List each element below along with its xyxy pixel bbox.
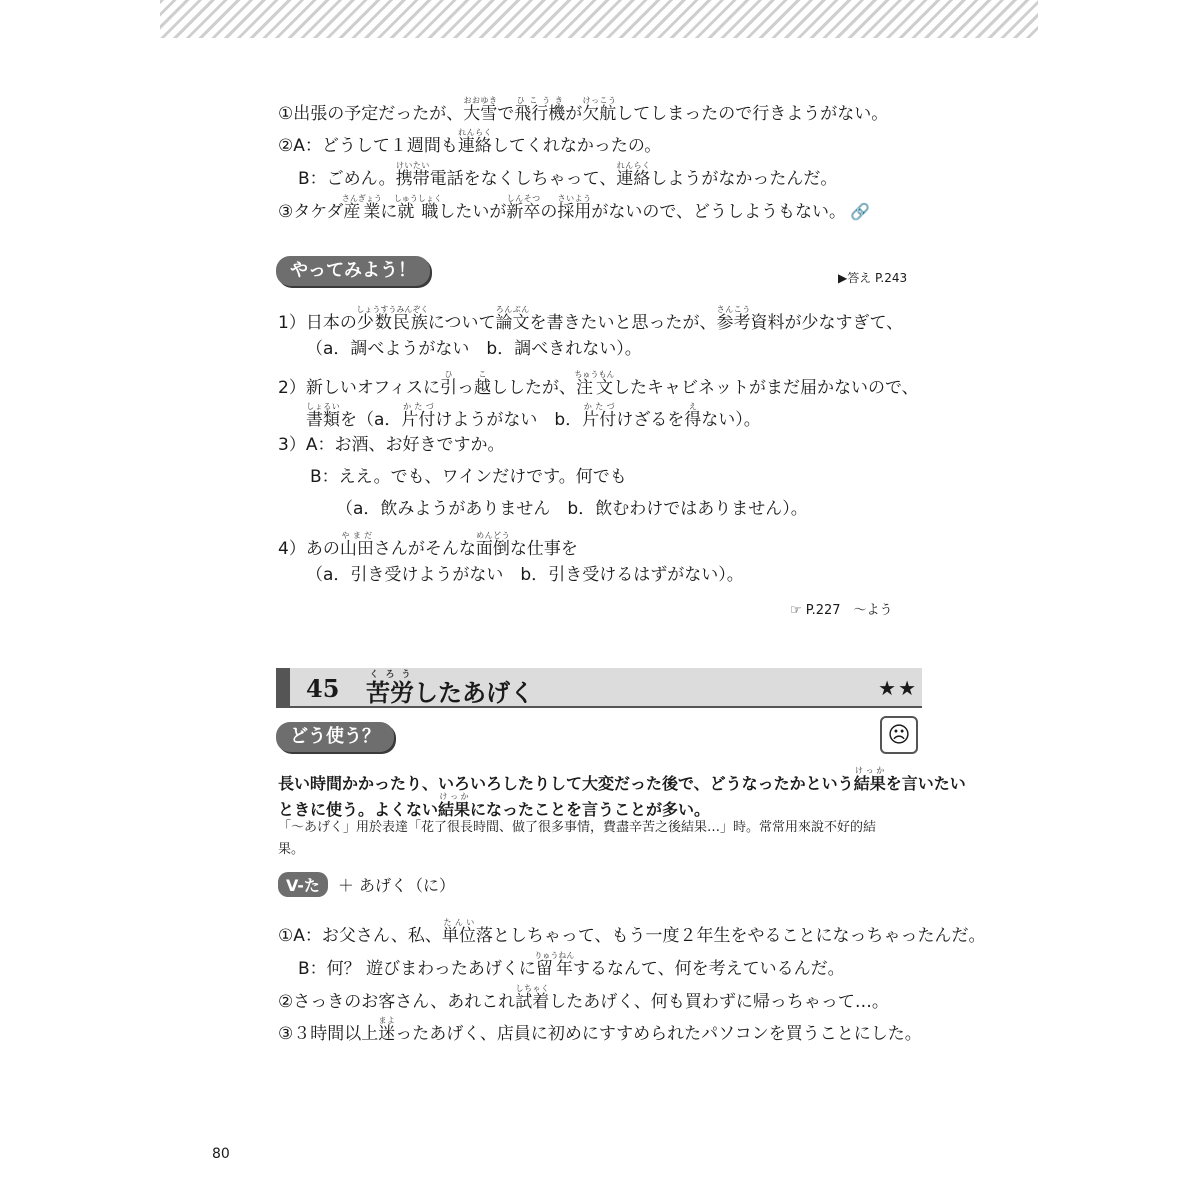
- practice-item-4: 4）あの山田やまださんがそんな面倒めんどうな仕事を: [278, 531, 578, 559]
- example-45-2: ②さっきのお客さん、あれこれ試着しちゃくしたあげく、何も買わずに帰っちゃって…。: [278, 984, 889, 1012]
- example-top-3: ③タケダ産業さんぎょうに就職しゅうしょくしたいが新卒しんそつの採用さいようがないので、どうしようもない。 🔗: [278, 194, 870, 222]
- pointing-hand-icon: ☞: [790, 603, 806, 618]
- practice-item-2: 2）新しいオフィスに引ひっ越こししたが、注文ちゅうもんしたキャビネットがまだ届かないので、: [278, 370, 919, 398]
- practice-item-4-choices: （a．引き受けようがない b．引き受けるはずがない）。: [306, 565, 744, 585]
- practice-item-3b: B：ええ。でも、ワインだけです。何でも: [310, 467, 627, 487]
- practice-item-3-choices: （a．飲みようがありません b．飲むわけではありません）。: [336, 499, 808, 519]
- header-stripe-band: [160, 0, 1038, 38]
- form-rest: ＋ あげく（に）: [337, 876, 455, 895]
- section-header: [276, 668, 922, 708]
- note-line-1: 「～あげく」用於表達「花了很長時間、做了很多事情，費盡辛苦之後結果…」時。常常用來說不好的結: [278, 820, 877, 835]
- practice-item-3a: 3）A：お酒、お好きですか。: [278, 435, 505, 455]
- description-line-1: 長い時間かかったり、いろいろしたりして大変だった後で、どうなったかという結果けっかを言いたい: [278, 766, 966, 793]
- practice-item-2-choices: 書類しょるいを（a．片付かたづけようがない b．片付かたづけざるを得えない）。: [306, 402, 761, 430]
- example-45-1a: ①A：お父さん、私、単位たんい落としちゃって、もう一度２年生をやることになっちゃったんだ。: [278, 918, 986, 946]
- description-line-2: ときに使う。よくない結果けっかになったことを言うことが多い。: [278, 792, 711, 819]
- answer-reference: ▶答え P.243: [838, 271, 908, 285]
- page-number: 80: [212, 1146, 230, 1162]
- example-top-2b: B：ごめん。携帯けいたい電話をなくしちゃって、連絡れんらくしようがなかったんだ。: [298, 161, 838, 189]
- note-line-2: 果。: [278, 842, 305, 857]
- section-number: 45: [306, 674, 340, 703]
- grammar-form: [278, 872, 455, 897]
- example-top-1: ①出張の予定だったが、大雪おおゆきで飛行機ひこうきが欠航けっこうしてしまったので行きようがない。: [278, 96, 889, 124]
- practice-item-1-choices: （a．調べようがない b．調べきれない）。: [306, 339, 642, 359]
- example-45-3: ③３時間以上迷まよったあげく、店員に初めにすすめられたパソコンを買うことにした。: [278, 1016, 922, 1044]
- cross-reference-text: P.227 ～よう: [805, 603, 893, 618]
- cross-reference: [790, 599, 893, 618]
- troubled-face-icon: ☹: [880, 716, 918, 754]
- section-title: 苦労くろうしたあげく: [366, 670, 534, 707]
- example-top-2a: ②A：どうして１週間も連絡れんらくしてくれなかったの。: [278, 128, 662, 156]
- practice-title: やってみよう！: [276, 256, 430, 286]
- example-45-1b: B：何？ 遊びまわったあげくに留年りゅうねんするなんて、何を考えているんだ。: [298, 951, 845, 979]
- difficulty-stars: ★★: [878, 676, 918, 700]
- practice-item-1: 1）日本の少数民族しょうすうみんぞくについて論文ろんぶんを書きたいと思ったが、参考さんこう資料が少なすぎて、: [278, 305, 904, 333]
- usage-title: どう使う？: [276, 722, 394, 752]
- link-icon: 🔗: [850, 202, 870, 221]
- form-tag: V-た: [278, 872, 328, 897]
